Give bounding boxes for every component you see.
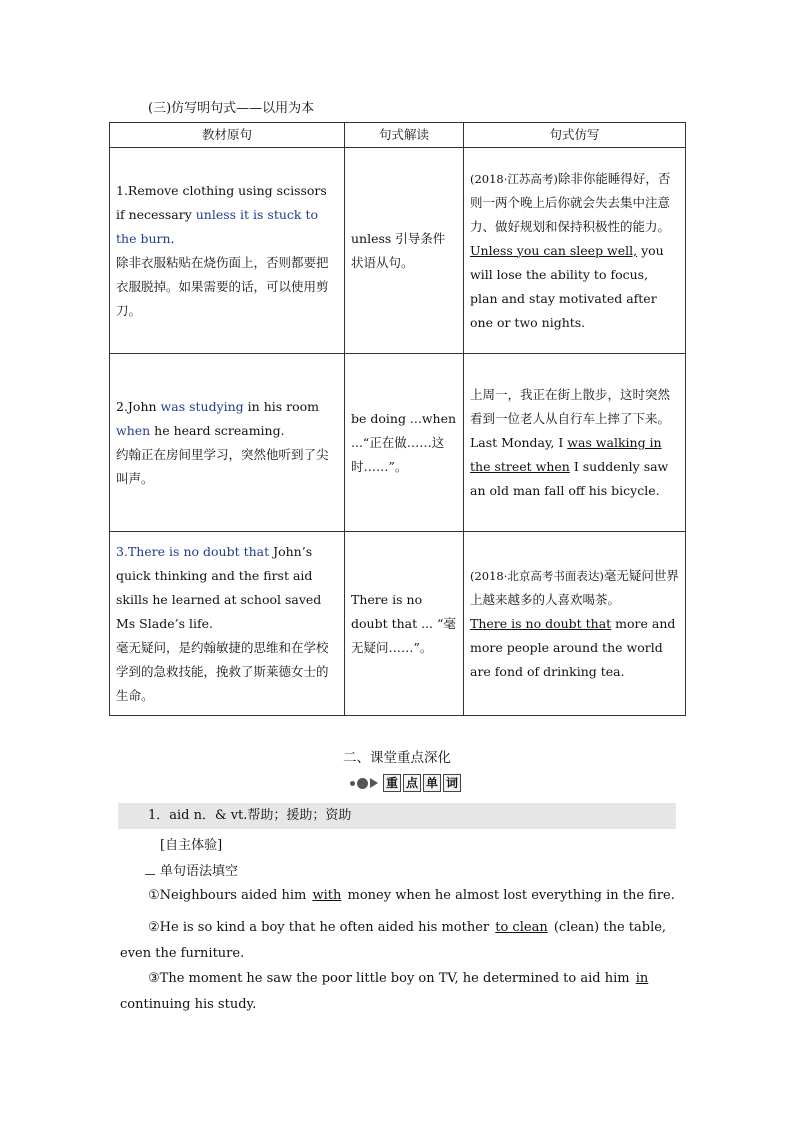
interpretation xyxy=(345,148,464,354)
orig-highlight-2: when xyxy=(116,422,151,438)
keyword-banner xyxy=(350,773,461,793)
imitation-answer: was walking in the street when xyxy=(470,434,662,474)
exercise-text: ①Neighbours aided him xyxy=(148,888,311,903)
interpretation xyxy=(345,354,464,532)
interp-text: There is no doubt that ... “毫无疑问……”。 xyxy=(351,591,456,655)
orig-text-end: he heard screaming. xyxy=(150,422,285,438)
original-sentence xyxy=(110,148,345,354)
word-entry: 1．aid n．& vt.帮助；援助；资助 xyxy=(118,803,676,829)
orig-text-end: John’s quick thinking and the first aid skills he learned at school saved Ms Slade’s life. xyxy=(116,543,322,631)
list-item xyxy=(120,915,680,967)
orig-highlight: 3.There is no doubt that xyxy=(116,543,270,559)
original-sentence xyxy=(110,354,345,532)
section-heading: (三)仿写明句式——以用为本 xyxy=(148,101,315,116)
imitation-prefix: Last Monday, I xyxy=(470,434,568,450)
triangle-icon xyxy=(370,778,378,788)
dot-small-icon xyxy=(350,781,355,786)
part-two-title: 二、课堂重点深化 xyxy=(343,750,451,766)
exercise-text: ③The moment he saw the poor little boy on TV, he determined to aid him xyxy=(148,971,634,986)
table-row xyxy=(110,148,686,354)
imitation xyxy=(464,148,686,354)
orig-highlight: unless it is stuck to the burn xyxy=(116,206,319,246)
imitation-rest: more and more people around the world are fond of drinking tea. xyxy=(470,615,676,679)
exercise-answer: with xyxy=(312,888,342,903)
original-sentence xyxy=(110,532,345,716)
exercise-text-end: (clean) the table, even the furniture. xyxy=(120,920,667,961)
exercise-answer: in xyxy=(635,971,649,986)
keyword-char: 词 xyxy=(443,774,461,792)
keyword-char: 点 xyxy=(403,774,421,792)
interp-text: be doing ...when ...“正在做……这时……”。 xyxy=(351,410,457,474)
exercise-text-end: continuing his study. xyxy=(120,997,257,1012)
interp-text: unless 引导条件状语从句。 xyxy=(351,230,446,270)
exercise-title-text: 单句语法填空 xyxy=(160,864,239,879)
sentence-table xyxy=(109,122,686,716)
exercise-title xyxy=(148,860,238,879)
orig-translation: 除非衣服粘贴在烧伤面上，否则都要把衣服脱掉。如果需要的话，可以使用剪刀。 xyxy=(116,254,329,318)
imitation-rest: you will lose the ability to focus, plan and stay motivated after one or two nights. xyxy=(470,242,664,330)
orig-highlight: was studying xyxy=(160,398,244,414)
orig-translation: 毫无疑问，是约翰敏捷的思维和在学校学到的急救技能，挽救了斯莱德女士的生命。 xyxy=(116,639,329,703)
dot-large-icon xyxy=(357,778,368,789)
self-check-label: [自主体验] xyxy=(160,838,223,853)
imitation-answer: Unless you can sleep well, xyxy=(470,242,638,258)
interpretation xyxy=(345,532,464,716)
pen-icon xyxy=(145,864,161,875)
exercise-text: ②He is so kind a boy that he often aided his mother xyxy=(148,920,494,935)
orig-text: 2.John xyxy=(116,398,161,414)
imitation-source: (2018·北京高考书面表达) xyxy=(470,568,604,583)
list-item xyxy=(120,966,680,1018)
orig-text-mid: in his room xyxy=(243,398,320,414)
exercise-answer: to clean xyxy=(495,920,548,935)
imitation xyxy=(464,354,686,532)
header-interpretation: 句式解读 xyxy=(345,123,464,148)
imitation-source: (2018·江苏高考) xyxy=(470,171,558,186)
imitation-translation: 上周一，我正在街上散步，这时突然看到一位老人从自行车上摔了下来。 xyxy=(470,386,671,426)
keyword-char: 单 xyxy=(423,774,441,792)
orig-translation: 约翰正在房间里学习，突然他听到了尖叫声。 xyxy=(116,446,329,486)
header-imitation: 句式仿写 xyxy=(464,123,686,148)
imitation-translation: 除非你能睡得好，否则一两个晚上后你就会失去集中注意力、做好规划和保持积极性的能力。 xyxy=(470,170,671,234)
keyword-char: 重 xyxy=(383,774,401,792)
orig-text-end: . xyxy=(170,230,175,246)
imitation-rest: I suddenly saw an old man fall off his bicycle. xyxy=(470,458,669,498)
table-row xyxy=(110,354,686,532)
exercise-text-end: money when he almost lost everything in the fire. xyxy=(343,888,675,903)
header-original: 教材原句 xyxy=(110,123,345,148)
list-item xyxy=(148,888,678,903)
imitation-answer: There is no doubt that xyxy=(470,615,612,631)
table-row xyxy=(110,532,686,716)
imitation-translation: 毫无疑问世界上越来越多的人喜欢喝茶。 xyxy=(470,567,679,607)
imitation xyxy=(464,532,686,716)
orig-text: 1.Remove clothing using scissors if necessary xyxy=(116,182,327,222)
table-header-row xyxy=(110,123,686,148)
